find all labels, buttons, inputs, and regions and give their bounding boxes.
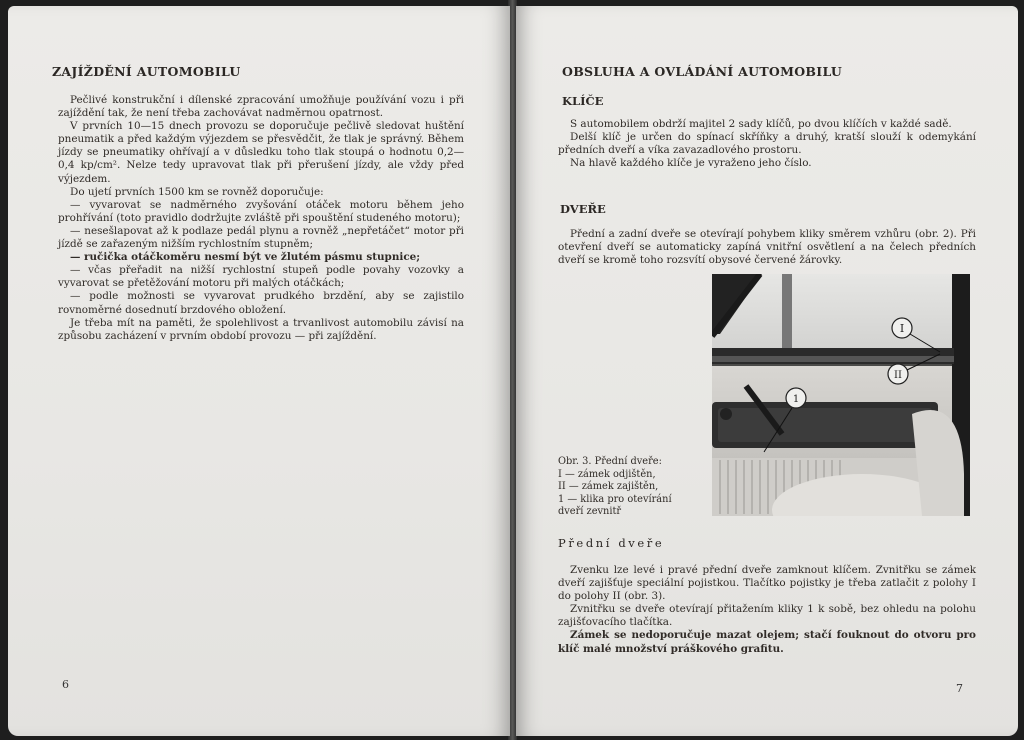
paragraph-bold: Zámek se nedoporučuje mazat olejem; stačí fouknout do otvoru pro klíč malé množství práškového grafitu.	[558, 629, 976, 655]
paragraph: Zvenku lze levé i pravé přední dveře zamknout klíčem. Zvnitřku se zámek dveří zajišťuje speciální pojistkou. Tlačítko pojistky je třeba zatlačit z polohy I do polohy II (obr. 3).	[558, 564, 976, 603]
left-page-body	[58, 94, 464, 343]
front-doors-body	[558, 564, 976, 656]
figure-label-II: II	[894, 370, 902, 381]
paragraph: Zvnitřku se dveře otevírají přitažením kliky 1 k sobě, bez ohledu na polohu zajišťovacího tlačítka.	[558, 603, 976, 629]
paragraph: Je třeba mít na paměti, že spolehlivost a trvanlivost automobilu závisí na způsobu zacházení v prvním období provozu — při zajíždění.	[58, 316, 464, 342]
paragraph: Delší klíč je určen do spínací skříňky a druhý, kratší slouží k odemykání předních dveří a víka zavazadlového prostoru.	[558, 131, 976, 157]
paragraph: S automobilem obdrží majitel 2 sady klíčů, po dvou klíčích v každé sadě.	[570, 118, 952, 130]
left-page	[8, 6, 510, 736]
figure-label-I: I	[899, 322, 905, 335]
right-page	[516, 6, 1018, 736]
list-item: — včas přeřadit na nižší rychlostní stupeň podle povahy vozovky a vyvarovat se přetěžování motoru při malých otáčkách;	[58, 264, 464, 290]
keys-body	[558, 118, 976, 170]
caption-line: dveří zevnitř	[558, 506, 622, 518]
list-item-bold: — ručička otáčkoměru nesmí být ve žlutém pásmu stupnice;	[70, 251, 421, 264]
doors-body	[558, 228, 976, 267]
paragraph: Přední a zadní dveře se otevírají pohybem kliky směrem vzhůru (obr. 2). Při otevření dveří se automaticky zapíná vnitřní osvětlení a na čelech předních dveří se kromě toho rozsvítí obysové červené žárovky.	[558, 228, 976, 267]
list-item: — nesešlapovat až k podlaze pedál plynu a rovněž „nepřetáčet“ motor při jízdě se zařazeným nižším rychlostním stupněm;	[58, 224, 464, 251]
keys-title: KLÍČE	[562, 94, 604, 108]
paragraph: Do ujetí prvních 1500 km se rovněž doporučuje:	[70, 185, 324, 198]
caption-line: 1 — klika pro otevírání	[558, 493, 672, 505]
figure-caption	[558, 456, 700, 519]
caption-line: II — zámek zajištěn,	[558, 481, 659, 493]
caption-line: I — zámek odjištěn,	[558, 468, 656, 480]
paragraph: V prvních 10—15 dnech provozu se doporučuje pečlivě sledovat huštění pneumatik a před každým výjezdem se přesvědčit, že tlak je správný. Během jízdy se pneumatiky ohřívají a v důsledku toho tlak stoupá o hodnotu 0,2—0,4 kp/cm². Nelze tedy upravovat tlak při přerušení jízdy, ale vždy před výjezdem.	[58, 120, 464, 185]
right-page-heading: OBSLUHA A OVLÁDÁNÍ AUTOMOBILU	[562, 64, 843, 79]
page-number-right: 7	[956, 682, 963, 695]
paragraph: Na hlavě každého klíče je vyraženo jeho číslo.	[570, 157, 812, 170]
doors-title: DVEŘE	[560, 202, 606, 216]
list-item: — vyvarovat se nadměrného zvyšování otáček motoru během jeho prohřívání (toto pravidlo dodržujte zvláště při spouštění studeného motoru);	[58, 198, 464, 224]
page-number-left: 6	[62, 678, 69, 691]
front-doors-title: Přední dveře	[558, 536, 665, 550]
paragraph: Pečlivé konstrukční i dílenské zpracování umožňuje používání vozu i při zajíždění tak, že není třeba zachovávat nadměrnou opatrnost.	[58, 94, 464, 120]
left-page-heading: ZAJÍŽDĚNÍ AUTOMOBILU	[52, 64, 241, 79]
door-photo-illustration	[712, 274, 970, 516]
caption-line: Obr. 3. Přední dveře:	[558, 456, 662, 467]
list-item: — podle možnosti se vyvarovat prudkého brzdění, aby se zajistilo rovnoměrné dosednutí brzdového obložení.	[58, 290, 464, 316]
figure-label-1: 1	[792, 394, 800, 405]
door-photo	[712, 274, 970, 516]
